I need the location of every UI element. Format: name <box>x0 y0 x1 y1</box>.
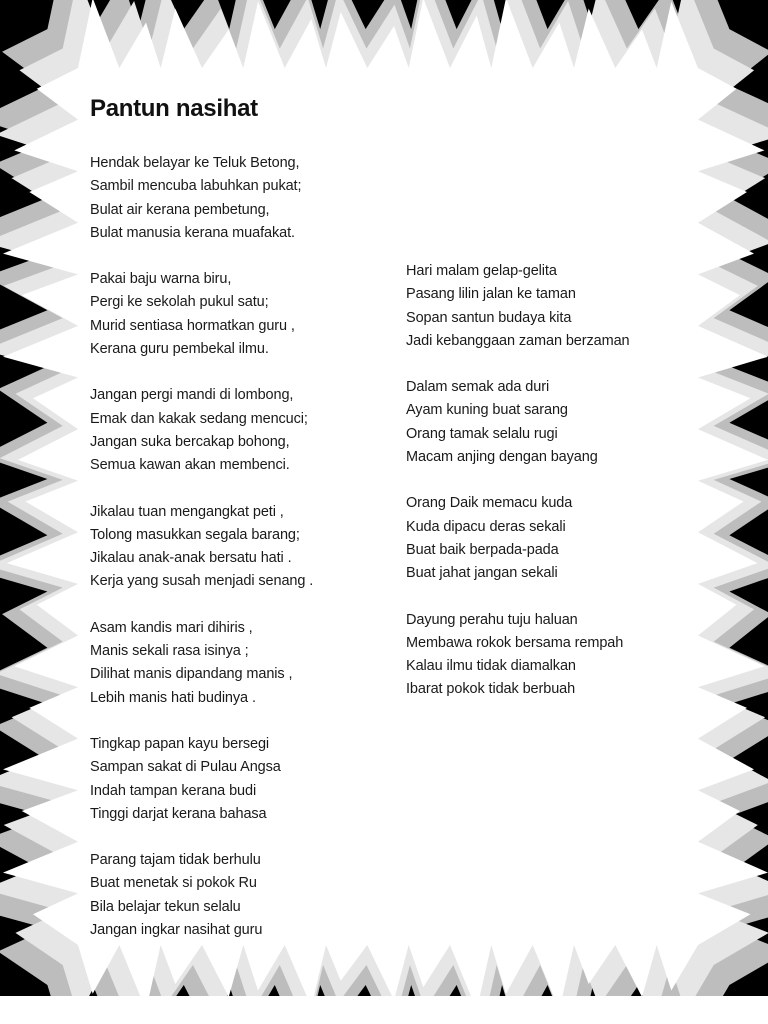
poem-line: Sopan santun budaya kita <box>406 309 572 326</box>
poem-line: Hari malam gelap-gelita <box>406 263 557 279</box>
poem-line: Tingkap papan kayu bersegi <box>90 735 270 752</box>
stanza <box>90 617 313 710</box>
poem-line: Dalam semak ada duri <box>406 379 550 396</box>
right-poem-column <box>406 260 630 725</box>
poem-line: Buat jahat jangan sekali <box>406 565 558 582</box>
poem-line: Bulat manusia kerana muafakat. <box>90 224 295 241</box>
poem-line: Bila belajar tekun selalu <box>90 898 241 915</box>
poem-line: Membawa rokok bersama rempah <box>406 634 624 651</box>
stanza <box>90 849 313 942</box>
poem-line: Manis sekali rasa isinya ; <box>90 643 249 660</box>
stanza <box>90 384 313 477</box>
page-bottom-margin <box>0 996 768 1024</box>
poem-line: Tolong masukkan segala barang; <box>90 526 300 543</box>
poem-line: Indah tampan kerana budi <box>90 782 257 799</box>
poem-line: Kerja yang susah menjadi senang . <box>90 573 314 590</box>
poem-line: Semua kawan akan membenci. <box>90 457 290 474</box>
stanza <box>406 376 630 469</box>
poem-line: Orang tamak selalu rugi <box>406 425 558 442</box>
poem-line: Macam anjing dengan bayang <box>406 449 598 466</box>
poem-line: Tinggi darjat kerana bahasa <box>90 805 267 822</box>
poem-line: Murid sentiasa hormatkan guru , <box>90 317 295 334</box>
poem-line: Pakai baju warna biru, <box>90 271 232 288</box>
stanza <box>90 268 313 361</box>
poem-line: Jikalau tuan mengangkat peti , <box>90 503 284 520</box>
poem-line: Hendak belayar ke Teluk Betong, <box>90 155 300 171</box>
stanza <box>406 609 630 702</box>
poem-line: Orang Daik memacu kuda <box>406 495 573 512</box>
stanza <box>406 492 630 585</box>
poem-line: Bulat air kerana pembetung, <box>90 201 270 218</box>
poem-line: Ibarat pokok tidak berbuah <box>406 681 576 698</box>
poem-line: Jangan ingkar nasihat guru <box>90 922 263 939</box>
poem-line: Jangan suka bercakap bohong, <box>90 433 290 450</box>
poem-line: Buat baik berpada-pada <box>406 541 559 558</box>
page-title: Pantun nasihat <box>90 95 258 122</box>
poem-line: Kuda dipacu deras sekali <box>406 518 566 535</box>
poem-line: Pasang lilin jalan ke taman <box>406 286 576 303</box>
poem-line: Jadi kebanggaan zaman berzaman <box>406 332 630 349</box>
poem-line: Parang tajam tidak berhulu <box>90 852 261 869</box>
poem-line: Lebih manis hati budinya . <box>90 689 256 706</box>
poem-line: Jangan pergi mandi di lombong, <box>90 387 294 404</box>
stanza <box>90 733 313 826</box>
poem-line: Emak dan kakak sedang mencuci; <box>90 410 308 427</box>
poem-line: Pergi ke sekolah pukul satu; <box>90 294 269 311</box>
stanza <box>406 260 630 353</box>
poem-line: Kerana guru pembekal ilmu. <box>90 341 269 358</box>
poem-line: Jikalau anak-anak bersatu hati . <box>90 550 292 567</box>
poem-line: Sampan sakat di Pulau Angsa <box>90 759 281 776</box>
poem-line: Sambil mencuba labuhkan pukat; <box>90 178 302 195</box>
poem-line: Asam kandis mari dihiris , <box>90 619 253 636</box>
stanza <box>90 501 313 594</box>
poem-line: Kalau ilmu tidak diamalkan <box>406 658 576 675</box>
stanza <box>90 152 313 245</box>
poem-line: Buat menetak si pokok Ru <box>90 875 257 892</box>
poem-line: Ayam kuning buat sarang <box>406 402 568 419</box>
poem-line: Dayung perahu tuju haluan <box>406 611 578 628</box>
poem-line: Dilihat manis dipandang manis , <box>90 666 293 683</box>
left-poem-column <box>90 152 313 965</box>
